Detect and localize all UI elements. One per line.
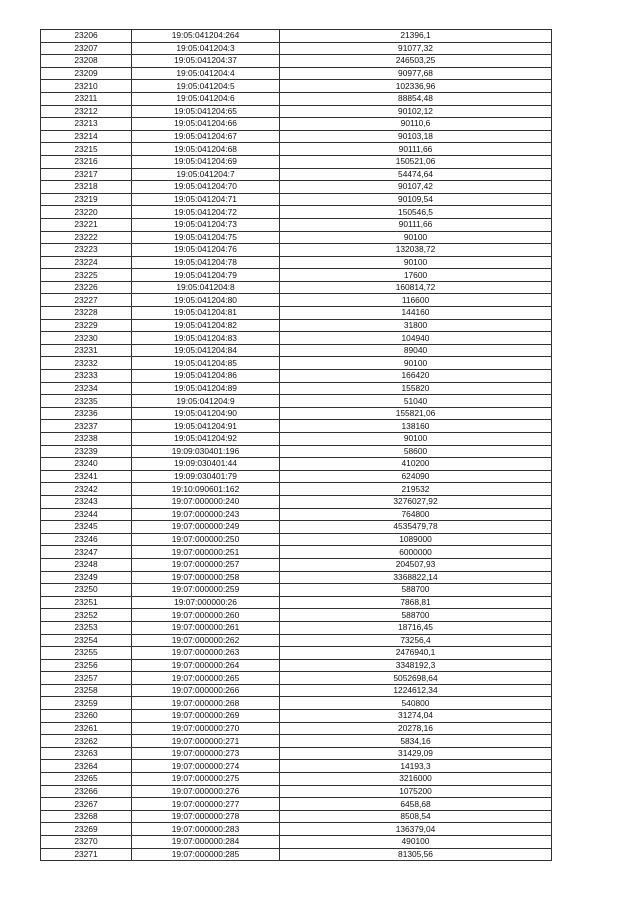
value-cell: 540800 xyxy=(280,697,552,710)
value-cell: 5834,16 xyxy=(280,735,552,748)
cadastral-number-cell: 19:05:041204:6 xyxy=(132,92,280,105)
cadastral-number-cell: 19:07:000000:265 xyxy=(132,672,280,685)
cadastral-number-cell: 19:05:041204:84 xyxy=(132,344,280,357)
cadastral-number-cell: 19:05:041204:91 xyxy=(132,420,280,433)
table-row xyxy=(41,445,552,458)
value-cell: 90103,18 xyxy=(280,130,552,143)
cadastral-number-cell: 19:07:000000:264 xyxy=(132,659,280,672)
value-cell: 166420 xyxy=(280,370,552,383)
value-cell: 104940 xyxy=(280,332,552,345)
table-row xyxy=(41,596,552,609)
row-number-cell: 23259 xyxy=(41,697,132,710)
value-cell: 31429,09 xyxy=(280,747,552,760)
cadastral-number-cell: 19:07:000000:26 xyxy=(132,596,280,609)
cadastral-number-cell: 19:07:000000:284 xyxy=(132,836,280,849)
value-cell: 90100 xyxy=(280,256,552,269)
row-number-cell: 23242 xyxy=(41,483,132,496)
row-number-cell: 23270 xyxy=(41,836,132,849)
row-number-cell: 23258 xyxy=(41,684,132,697)
table-row xyxy=(41,747,552,760)
cadastral-number-cell: 19:07:000000:277 xyxy=(132,798,280,811)
table-row xyxy=(41,621,552,634)
cadastral-number-cell: 19:05:041204:83 xyxy=(132,332,280,345)
cadastral-number-cell: 19:07:000000:266 xyxy=(132,684,280,697)
row-number-cell: 23268 xyxy=(41,810,132,823)
cadastral-number-cell: 19:07:000000:243 xyxy=(132,508,280,521)
table-row xyxy=(41,307,552,320)
value-cell: 90110,6 xyxy=(280,118,552,131)
row-number-cell: 23209 xyxy=(41,67,132,80)
table-row xyxy=(41,294,552,307)
row-number-cell: 23227 xyxy=(41,294,132,307)
value-cell: 588700 xyxy=(280,609,552,622)
cadastral-number-cell: 19:05:041204:264 xyxy=(132,30,280,43)
cadastral-number-cell: 19:05:041204:67 xyxy=(132,130,280,143)
row-number-cell: 23262 xyxy=(41,735,132,748)
cadastral-number-cell: 19:07:000000:258 xyxy=(132,571,280,584)
row-number-cell: 23218 xyxy=(41,181,132,194)
row-number-cell: 23257 xyxy=(41,672,132,685)
cadastral-number-cell: 19:07:000000:283 xyxy=(132,823,280,836)
row-number-cell: 23223 xyxy=(41,244,132,257)
table-row xyxy=(41,760,552,773)
row-number-cell: 23271 xyxy=(41,848,132,861)
table-row xyxy=(41,143,552,156)
table-row xyxy=(41,395,552,408)
table-row xyxy=(41,168,552,181)
row-number-cell: 23210 xyxy=(41,80,132,93)
value-cell: 54474,64 xyxy=(280,168,552,181)
value-cell: 490100 xyxy=(280,836,552,849)
cadastral-number-cell: 19:07:000000:270 xyxy=(132,722,280,735)
value-cell: 219532 xyxy=(280,483,552,496)
cadastral-number-cell: 19:05:041204:8 xyxy=(132,281,280,294)
table-row xyxy=(41,92,552,105)
value-cell: 136379,04 xyxy=(280,823,552,836)
cadastral-number-cell: 19:07:000000:259 xyxy=(132,584,280,597)
value-cell: 8508,54 xyxy=(280,810,552,823)
row-number-cell: 23215 xyxy=(41,143,132,156)
table-row xyxy=(41,558,552,571)
row-number-cell: 23236 xyxy=(41,407,132,420)
table-row xyxy=(41,256,552,269)
cadastral-number-cell: 19:07:000000:250 xyxy=(132,533,280,546)
value-cell: 6458,68 xyxy=(280,798,552,811)
cadastral-number-cell: 19:07:000000:249 xyxy=(132,521,280,534)
cadastral-number-cell: 19:05:041204:79 xyxy=(132,269,280,282)
cadastral-number-cell: 19:05:041204:78 xyxy=(132,256,280,269)
cadastral-number-cell: 19:05:041204:3 xyxy=(132,42,280,55)
cadastral-number-cell: 19:09:030401:196 xyxy=(132,445,280,458)
cadastral-number-cell: 19:05:041204:81 xyxy=(132,307,280,320)
value-cell: 18716,45 xyxy=(280,621,552,634)
row-number-cell: 23232 xyxy=(41,357,132,370)
cadastral-number-cell: 19:05:041204:73 xyxy=(132,218,280,231)
value-cell: 31274,04 xyxy=(280,710,552,723)
table-row xyxy=(41,155,552,168)
value-cell: 20278,16 xyxy=(280,722,552,735)
table-row xyxy=(41,470,552,483)
table-row xyxy=(41,80,552,93)
value-cell: 89040 xyxy=(280,344,552,357)
table-row xyxy=(41,848,552,861)
value-cell: 3216000 xyxy=(280,773,552,786)
value-cell: 624090 xyxy=(280,470,552,483)
row-number-cell: 23234 xyxy=(41,382,132,395)
table-row xyxy=(41,370,552,383)
row-number-cell: 23237 xyxy=(41,420,132,433)
cadastral-number-cell: 19:05:041204:9 xyxy=(132,395,280,408)
row-number-cell: 23244 xyxy=(41,508,132,521)
row-number-cell: 23225 xyxy=(41,269,132,282)
cadastral-number-cell: 19:07:000000:276 xyxy=(132,785,280,798)
value-cell: 764800 xyxy=(280,508,552,521)
value-cell: 90111,66 xyxy=(280,218,552,231)
cadastral-number-cell: 19:07:000000:251 xyxy=(132,546,280,559)
table-row xyxy=(41,722,552,735)
table-row xyxy=(41,810,552,823)
value-cell: 155821,06 xyxy=(280,407,552,420)
value-cell: 90109,54 xyxy=(280,193,552,206)
cadastral-number-cell: 19:07:000000:273 xyxy=(132,747,280,760)
value-cell: 88854,48 xyxy=(280,92,552,105)
row-number-cell: 23229 xyxy=(41,319,132,332)
row-number-cell: 23221 xyxy=(41,218,132,231)
value-cell: 90100 xyxy=(280,231,552,244)
table-row xyxy=(41,798,552,811)
value-cell: 1224612,34 xyxy=(280,684,552,697)
cadastral-number-cell: 19:05:041204:89 xyxy=(132,382,280,395)
value-cell: 2476940,1 xyxy=(280,647,552,660)
cadastral-number-cell: 19:07:000000:257 xyxy=(132,558,280,571)
table-row xyxy=(41,785,552,798)
row-number-cell: 23245 xyxy=(41,521,132,534)
table-row xyxy=(41,344,552,357)
value-cell: 102336,96 xyxy=(280,80,552,93)
cadastral-number-cell: 19:05:041204:75 xyxy=(132,231,280,244)
table-row xyxy=(41,206,552,219)
table-row xyxy=(41,382,552,395)
value-cell: 588700 xyxy=(280,584,552,597)
table-row xyxy=(41,647,552,660)
cadastral-number-cell: 19:07:000000:274 xyxy=(132,760,280,773)
table-row xyxy=(41,823,552,836)
cadastral-number-cell: 19:05:041204:7 xyxy=(132,168,280,181)
row-number-cell: 23253 xyxy=(41,621,132,634)
row-number-cell: 23256 xyxy=(41,659,132,672)
value-cell: 3348192,3 xyxy=(280,659,552,672)
row-number-cell: 23212 xyxy=(41,105,132,118)
row-number-cell: 23260 xyxy=(41,710,132,723)
row-number-cell: 23220 xyxy=(41,206,132,219)
value-cell: 4535479,78 xyxy=(280,521,552,534)
table-row xyxy=(41,735,552,748)
cadastral-number-cell: 19:07:000000:263 xyxy=(132,647,280,660)
value-cell: 246503,25 xyxy=(280,55,552,68)
row-number-cell: 23254 xyxy=(41,634,132,647)
table-row xyxy=(41,684,552,697)
value-cell: 144160 xyxy=(280,307,552,320)
row-number-cell: 23226 xyxy=(41,281,132,294)
table-body xyxy=(41,30,552,861)
cadastral-number-cell: 19:07:000000:260 xyxy=(132,609,280,622)
row-number-cell: 23206 xyxy=(41,30,132,43)
row-number-cell: 23222 xyxy=(41,231,132,244)
table-row xyxy=(41,231,552,244)
table-row xyxy=(41,584,552,597)
row-number-cell: 23269 xyxy=(41,823,132,836)
table-row xyxy=(41,458,552,471)
table-row xyxy=(41,218,552,231)
cadastral-number-cell: 19:05:041204:71 xyxy=(132,193,280,206)
table-row xyxy=(41,281,552,294)
table-row xyxy=(41,130,552,143)
row-number-cell: 23208 xyxy=(41,55,132,68)
value-cell: 90100 xyxy=(280,357,552,370)
cadastral-number-cell: 19:05:041204:69 xyxy=(132,155,280,168)
value-cell: 150546,5 xyxy=(280,206,552,219)
row-number-cell: 23261 xyxy=(41,722,132,735)
table-row xyxy=(41,433,552,446)
cadastral-number-cell: 19:05:041204:85 xyxy=(132,357,280,370)
table-row xyxy=(41,269,552,282)
table-row xyxy=(41,244,552,257)
cadastral-number-cell: 19:07:000000:285 xyxy=(132,848,280,861)
cadastral-number-cell: 19:07:000000:271 xyxy=(132,735,280,748)
table-row xyxy=(41,659,552,672)
value-cell: 138160 xyxy=(280,420,552,433)
table-row xyxy=(41,546,552,559)
cadastral-number-cell: 19:05:041204:92 xyxy=(132,433,280,446)
value-cell: 150521,06 xyxy=(280,155,552,168)
value-cell: 5052698,64 xyxy=(280,672,552,685)
cadastral-number-cell: 19:05:041204:68 xyxy=(132,143,280,156)
value-cell: 410200 xyxy=(280,458,552,471)
table-row xyxy=(41,672,552,685)
cadastral-number-cell: 19:07:000000:268 xyxy=(132,697,280,710)
row-number-cell: 23219 xyxy=(41,193,132,206)
table-row xyxy=(41,67,552,80)
table-row xyxy=(41,407,552,420)
row-number-cell: 23264 xyxy=(41,760,132,773)
table-row xyxy=(41,193,552,206)
table-row xyxy=(41,710,552,723)
row-number-cell: 23235 xyxy=(41,395,132,408)
table-row xyxy=(41,105,552,118)
table-row xyxy=(41,332,552,345)
cadastral-number-cell: 19:05:041204:65 xyxy=(132,105,280,118)
cadastral-number-cell: 19:07:000000:269 xyxy=(132,710,280,723)
cadastral-number-cell: 19:05:041204:90 xyxy=(132,407,280,420)
table-row xyxy=(41,420,552,433)
row-number-cell: 23240 xyxy=(41,458,132,471)
row-number-cell: 23214 xyxy=(41,130,132,143)
row-number-cell: 23251 xyxy=(41,596,132,609)
value-cell: 90107,42 xyxy=(280,181,552,194)
value-cell: 58600 xyxy=(280,445,552,458)
value-cell: 21396,1 xyxy=(280,30,552,43)
value-cell: 90102,12 xyxy=(280,105,552,118)
value-cell: 155820 xyxy=(280,382,552,395)
value-cell: 14193,3 xyxy=(280,760,552,773)
cadastral-number-cell: 19:09:030401:44 xyxy=(132,458,280,471)
row-number-cell: 23216 xyxy=(41,155,132,168)
value-cell: 3276027,92 xyxy=(280,495,552,508)
row-number-cell: 23231 xyxy=(41,344,132,357)
table-row xyxy=(41,42,552,55)
row-number-cell: 23252 xyxy=(41,609,132,622)
value-cell: 90977,68 xyxy=(280,67,552,80)
table-row xyxy=(41,836,552,849)
table-row xyxy=(41,55,552,68)
table-row xyxy=(41,521,552,534)
value-cell: 3368822,14 xyxy=(280,571,552,584)
value-cell: 81305,56 xyxy=(280,848,552,861)
cadastral-number-cell: 19:05:041204:4 xyxy=(132,67,280,80)
cadastral-number-cell: 19:07:000000:261 xyxy=(132,621,280,634)
row-number-cell: 23213 xyxy=(41,118,132,131)
table-row xyxy=(41,634,552,647)
value-cell: 204507,93 xyxy=(280,558,552,571)
table-row xyxy=(41,30,552,43)
cadastral-number-cell: 19:05:041204:82 xyxy=(132,319,280,332)
row-number-cell: 23239 xyxy=(41,445,132,458)
row-number-cell: 23246 xyxy=(41,533,132,546)
value-cell: 17600 xyxy=(280,269,552,282)
cadastral-number-cell: 19:09:030401:79 xyxy=(132,470,280,483)
value-cell: 73256,4 xyxy=(280,634,552,647)
row-number-cell: 23238 xyxy=(41,433,132,446)
value-cell: 51040 xyxy=(280,395,552,408)
table-row xyxy=(41,571,552,584)
table-row xyxy=(41,508,552,521)
value-cell: 1089000 xyxy=(280,533,552,546)
row-number-cell: 23248 xyxy=(41,558,132,571)
cadastral-number-cell: 19:07:000000:278 xyxy=(132,810,280,823)
table-row xyxy=(41,357,552,370)
row-number-cell: 23233 xyxy=(41,370,132,383)
row-number-cell: 23243 xyxy=(41,495,132,508)
value-cell: 7868,81 xyxy=(280,596,552,609)
row-number-cell: 23207 xyxy=(41,42,132,55)
value-cell: 6000000 xyxy=(280,546,552,559)
table-row xyxy=(41,495,552,508)
cadastral-number-cell: 19:05:041204:80 xyxy=(132,294,280,307)
row-number-cell: 23265 xyxy=(41,773,132,786)
value-cell: 132038,72 xyxy=(280,244,552,257)
row-number-cell: 23230 xyxy=(41,332,132,345)
value-cell: 116600 xyxy=(280,294,552,307)
cadastral-number-cell: 19:07:000000:240 xyxy=(132,495,280,508)
table-row xyxy=(41,118,552,131)
table-row xyxy=(41,697,552,710)
cadastral-number-cell: 19:07:000000:275 xyxy=(132,773,280,786)
cadastral-number-cell: 19:05:041204:86 xyxy=(132,370,280,383)
value-cell: 160814,72 xyxy=(280,281,552,294)
cadastral-number-cell: 19:10:090601:162 xyxy=(132,483,280,496)
table-row xyxy=(41,319,552,332)
cadastral-number-cell: 19:07:000000:262 xyxy=(132,634,280,647)
row-number-cell: 23228 xyxy=(41,307,132,320)
data-table xyxy=(40,29,552,861)
row-number-cell: 23249 xyxy=(41,571,132,584)
cadastral-number-cell: 19:05:041204:37 xyxy=(132,55,280,68)
row-number-cell: 23250 xyxy=(41,584,132,597)
cadastral-number-cell: 19:05:041204:66 xyxy=(132,118,280,131)
value-cell: 91077,32 xyxy=(280,42,552,55)
table-row xyxy=(41,773,552,786)
row-number-cell: 23211 xyxy=(41,92,132,105)
row-number-cell: 23263 xyxy=(41,747,132,760)
cadastral-number-cell: 19:05:041204:72 xyxy=(132,206,280,219)
row-number-cell: 23241 xyxy=(41,470,132,483)
value-cell: 1075200 xyxy=(280,785,552,798)
row-number-cell: 23247 xyxy=(41,546,132,559)
cadastral-number-cell: 19:05:041204:5 xyxy=(132,80,280,93)
row-number-cell: 23224 xyxy=(41,256,132,269)
value-cell: 31800 xyxy=(280,319,552,332)
row-number-cell: 23267 xyxy=(41,798,132,811)
value-cell: 90100 xyxy=(280,433,552,446)
cadastral-number-cell: 19:05:041204:70 xyxy=(132,181,280,194)
cadastral-number-cell: 19:05:041204:76 xyxy=(132,244,280,257)
table-row xyxy=(41,533,552,546)
row-number-cell: 23217 xyxy=(41,168,132,181)
value-cell: 90111,66 xyxy=(280,143,552,156)
table-row xyxy=(41,609,552,622)
row-number-cell: 23266 xyxy=(41,785,132,798)
table-row xyxy=(41,181,552,194)
row-number-cell: 23255 xyxy=(41,647,132,660)
table-row xyxy=(41,483,552,496)
